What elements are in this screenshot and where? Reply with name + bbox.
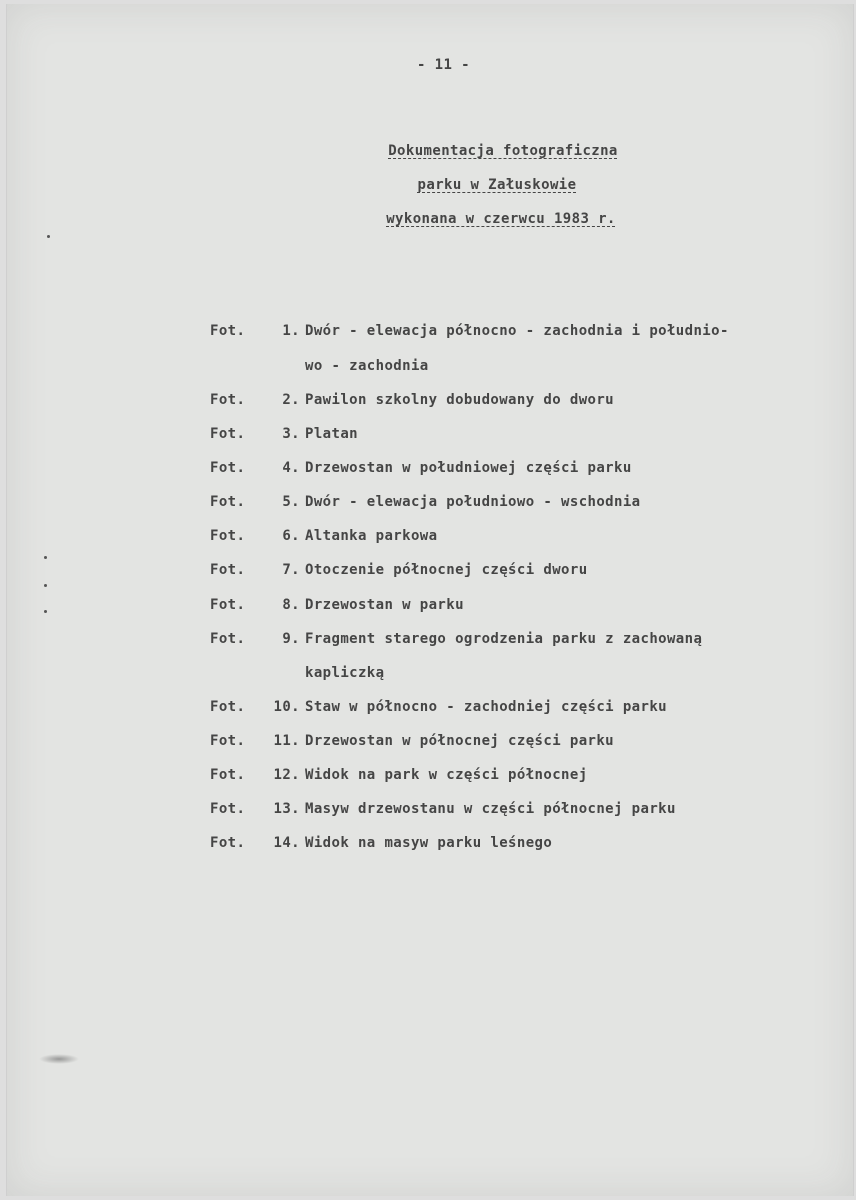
entry-number: 10. — [273, 699, 300, 715]
scan-smudge — [39, 1054, 79, 1064]
entry-description: Widok na park w części północnej — [305, 767, 588, 783]
entry-number: 13. — [273, 801, 300, 817]
title-line-2: parku w Załuskowie — [417, 177, 577, 193]
entry-number: 12. — [273, 767, 300, 783]
entry-number: 6. — [282, 528, 300, 544]
entry-label: Fot. — [210, 460, 246, 476]
entry-label: Fot. — [210, 494, 246, 510]
scan-speck — [44, 584, 47, 587]
entry-label: Fot. — [210, 835, 246, 851]
entry-number: 2. — [282, 392, 300, 408]
entry-description: Drzewostan w parku — [305, 597, 464, 613]
entry-description: Masyw drzewostanu w części północnej parku — [305, 801, 676, 817]
entry-description: Platan — [305, 426, 358, 442]
entry-number: 11. — [273, 733, 300, 749]
photo-list-item — [210, 494, 641, 514]
document-title — [75, 143, 856, 159]
photo-list-item — [210, 835, 553, 855]
entry-label: Fot. — [210, 426, 246, 442]
entry-number: 1. — [282, 323, 300, 339]
entry-description: Dwór - elewacja południowo - wschodnia — [305, 494, 641, 510]
title-line-1: Dokumentacja fotograficzna — [388, 143, 618, 159]
entry-label: Fot. — [210, 597, 246, 613]
entry-description: Drzewostan w północnej części parku — [305, 733, 615, 749]
entry-number: 8. — [282, 597, 300, 613]
scan-speck — [44, 610, 47, 613]
entry-description: Pawilon szkolny dobudowany do dworu — [305, 392, 615, 408]
entry-description: Otoczenie północnej części dworu — [305, 562, 588, 578]
photo-list-item — [210, 597, 464, 617]
title-line-3: wykonana w czerwcu 1983 r. — [386, 211, 616, 227]
scan-speck — [47, 235, 50, 238]
entry-description: Widok na masyw parku leśnego — [305, 835, 553, 851]
document-page — [6, 4, 854, 1196]
entry-label: Fot. — [210, 392, 246, 408]
photo-list-item — [210, 562, 588, 582]
entry-number: 9. — [282, 631, 300, 647]
photo-list-item — [210, 426, 358, 446]
photo-list-item — [210, 801, 676, 821]
photo-list-item — [210, 733, 615, 753]
entry-label: Fot. — [210, 528, 246, 544]
photo-list-item — [210, 392, 615, 412]
entry-label: Fot. — [210, 767, 246, 783]
entry-description: Dwór - elewacja północno - zachodnia i południo- — [305, 323, 729, 339]
entry-description: Fragment starego ogrodzenia parku z zachowaną — [305, 631, 703, 647]
photo-list-item — [210, 767, 588, 787]
photo-list-item — [210, 528, 438, 548]
entry-description: Staw w północno - zachodniej części parku — [305, 699, 667, 715]
entry-number: 14. — [273, 835, 300, 851]
entry-label: Fot. — [210, 631, 246, 647]
entry-number: 4. — [282, 460, 300, 476]
entry-description: Drzewostan w południowej części parku — [305, 460, 632, 476]
entry-label: Fot. — [210, 699, 246, 715]
entry-label: Fot. — [210, 323, 246, 339]
photo-list-item — [210, 631, 703, 651]
entry-number: 5. — [282, 494, 300, 510]
scan-speck — [44, 556, 47, 559]
entry-description: Altanka parkowa — [305, 528, 438, 544]
photo-list-item — [210, 323, 729, 343]
entry-label: Fot. — [210, 562, 246, 578]
photo-list-item — [210, 460, 632, 480]
entry-continuation: wo - zachodnia — [305, 358, 429, 374]
entry-continuation: kapliczką — [305, 665, 385, 681]
entry-label: Fot. — [210, 733, 246, 749]
entry-number: 7. — [282, 562, 300, 578]
photo-list-item — [210, 699, 667, 719]
entry-label: Fot. — [210, 801, 246, 817]
document-subtitle — [69, 177, 856, 193]
page-number: - 11 - — [417, 57, 470, 73]
entry-number: 3. — [282, 426, 300, 442]
document-date-line — [73, 211, 856, 227]
